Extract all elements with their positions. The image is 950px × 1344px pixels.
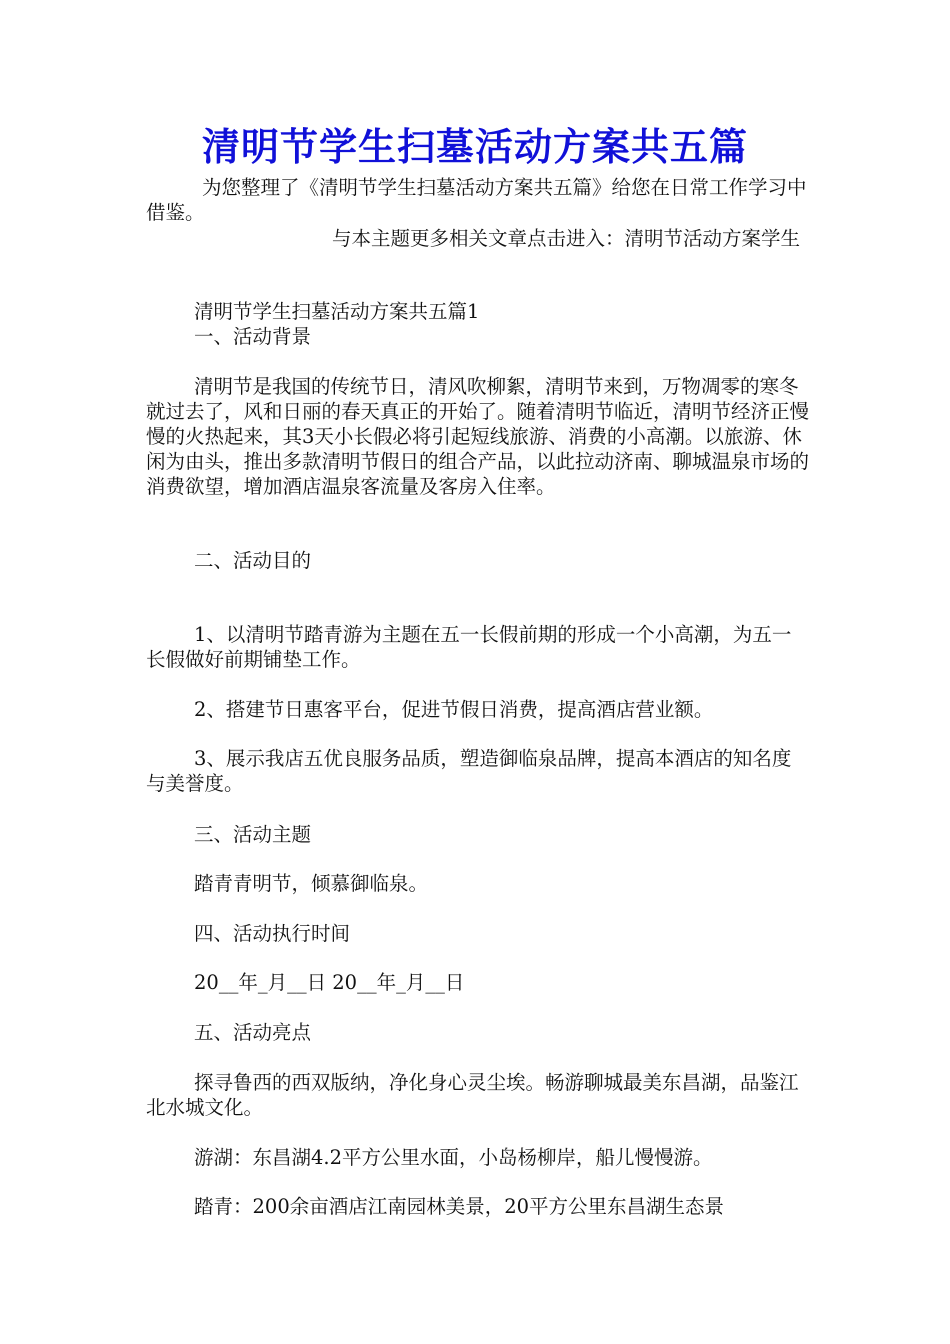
background-paragraph: 清明节是我国的传统节日，清风吹柳絮，清明节来到，万物凋零的寒冬就过去了，风和日丽的春天真正的开始了。随着清明节临近，清明节经济正慢慢的火热起来，其3天小长假必将引起短线旅游、消费的小高潮。以旅游、休闲为由头，推出多款清明节假日的组合产品，以此拉动济南、聊城温泉市场的消费欲望，增加酒店温泉客流量及客房入住率。 [146,375,810,498]
highlight-paragraph: 探寻鲁西的西双版纳，净化身心灵尘埃。畅游聊城最美东昌湖，品鉴江北水城文化。 [146,1071,799,1119]
theme-paragraph: 踏青青明节，倾慕御临泉。 [194,872,429,895]
section-heading-time: 四、活动执行时间 [194,922,351,945]
related-articles-link[interactable]: 与本主题更多相关文章点击进入：清明节活动方案学生 [332,227,801,250]
goal-item-3: 3、展示我店五优良服务品质，塑造御临泉品牌，提高本酒店的知名度与美誉度。 [146,747,792,795]
section-heading-theme: 三、活动主题 [194,823,312,846]
lake-paragraph: 游湖：东昌湖4.2平方公里水面，小岛杨柳岸，船儿慢慢游。 [194,1146,713,1169]
section-heading-goals: 二、活动目的 [194,549,312,572]
document-title: 清明节学生扫墓活动方案共五篇 [201,124,748,169]
intro-paragraph: 为您整理了《清明节学生扫墓活动方案共五篇》给您在日常工作学习中借鉴。 [146,176,807,224]
goal-item-2: 2、搭建节日惠客平台，促进节假日消费，提高酒店营业额。 [194,698,714,721]
goal-item-1: 1、以清明节踏青游为主题在五一长假前期的形成一个小高潮，为五一长假做好前期铺垫工作。 [146,623,792,671]
section-heading-background: 一、活动背景 [194,325,312,348]
time-paragraph: 20__年_月__日 20__年_月__日 [194,971,465,994]
section-heading-highlights: 五、活动亮点 [194,1021,312,1044]
spring-outing-paragraph: 踏青：200余亩酒店江南园林美景，20平方公里东昌湖生态景 [194,1195,725,1218]
part-heading: 清明节学生扫墓活动方案共五篇1 [194,300,480,323]
